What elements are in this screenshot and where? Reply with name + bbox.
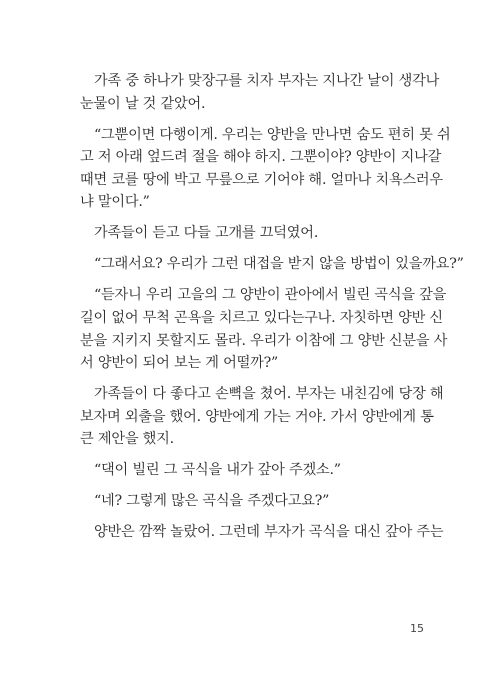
text-line: 눈물이 날 것 같았어. (80, 95, 206, 112)
text-line: 때면 코를 땅에 박고 무릎으로 기어야 해. 얼마나 치욕스러우 (80, 171, 443, 188)
text-line: “그래서요? 우리가 그런 대접을 받지 않을 방법이 있을까요?” (94, 256, 464, 273)
text-line: 큰 제안을 했지. (80, 431, 174, 448)
text-line: 냐 말이다.” (80, 194, 150, 211)
text-line: 양반은 깜짝 놀랐어. 그런데 부자가 곡식을 대신 갚아 주는 (94, 524, 444, 541)
text-line: 길이 없어 무척 곤욕을 치르고 있다는구나. 자칫하면 양반 신 (80, 309, 443, 326)
text-line: “댁이 빌린 그 곡식을 내가 갚아 주겠소.” (94, 462, 341, 479)
text-line: 가족들이 듣고 다들 고개를 끄덕였어. (94, 225, 319, 242)
text-line: “듣자니 우리 고을의 그 양반이 관아에서 빌린 곡식을 갚을 (94, 287, 447, 304)
text-line: 가족들이 다 좋다고 손뼉을 쳤어. 부자는 내친김에 당장 해 (94, 386, 444, 403)
body-text (80, 70, 464, 544)
text-line: 분을 지키지 못할지도 몰라. 우리가 이참에 그 양반 신분을 사 (80, 332, 448, 349)
text-line: “그뿐이면 다행이게. 우리는 양반을 만나면 숨도 편히 못 쉬 (94, 126, 451, 143)
page-number: 15 (410, 622, 424, 635)
text-line: 보자며 외출을 했어. 양반에게 가는 거야. 가서 양반에게 통 (80, 408, 434, 425)
text-line: 서 양반이 되어 보는 게 어떨까?” (80, 355, 279, 372)
text-line: “네? 그렇게 많은 곡식을 주겠다고요?” (94, 493, 330, 510)
text-line: 가족 중 하나가 맞장구를 치자 부자는 지나간 날이 생각나 (94, 73, 440, 89)
text-line: 고 저 아래 엎드려 절을 해야 하지. 그뿐이야? 양반이 지나갈 (80, 149, 442, 166)
